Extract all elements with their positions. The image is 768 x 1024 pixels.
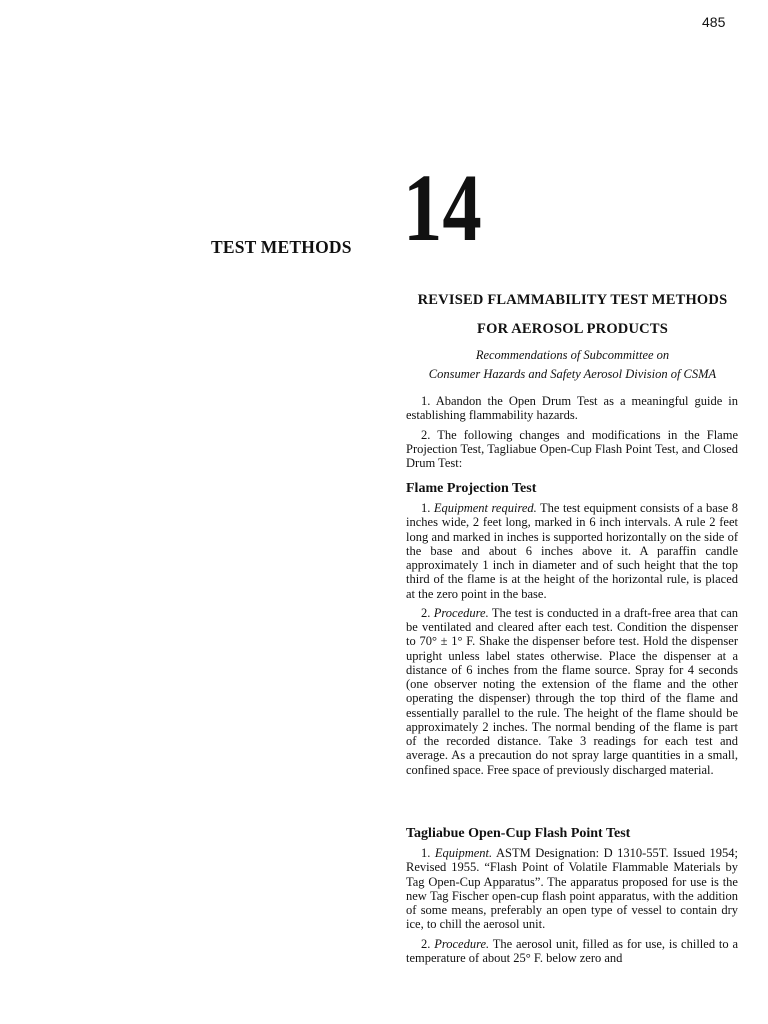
intro-paragraph-2: 2. The following changes and modifications in the Flame Projection Test, Tagliabue Open-Cup Flash Point Test, and Closed Drum Test: bbox=[406, 427, 738, 470]
intro-section bbox=[406, 394, 738, 475]
flame-procedure-paragraph bbox=[406, 606, 738, 777]
tag-equipment-paragraph bbox=[406, 846, 738, 932]
flame-procedure-lead: Procedure. bbox=[433, 605, 489, 620]
chapter-title: TEST METHODS bbox=[211, 237, 352, 257]
chapter-number: 14 bbox=[403, 154, 482, 261]
tag-procedure-number: 2. bbox=[421, 936, 435, 951]
article-subtitle-line-2: Consumer Hazards and Safety Aerosol Division of CSMA bbox=[428, 367, 717, 381]
flame-projection-heading: Flame Projection Test bbox=[406, 481, 537, 496]
flame-projection-section bbox=[406, 481, 738, 782]
article-title-line-2: FOR AEROSOL PRODUCTS bbox=[477, 321, 668, 337]
flame-equipment-lead: Equipment required. bbox=[433, 501, 537, 515]
tagliabue-heading: Tagliabue Open-Cup Flash Point Test bbox=[406, 826, 631, 841]
flame-procedure-number: 2. bbox=[421, 605, 434, 620]
flame-equipment-text: The test equipment consists of a base 8 inches wide, 2 feet long, marked in 6 inch intervals. A rule 2 feet long and marked in inches is supported horizontally on the side of the base and about 6 inches above it. A paraffin candle approximately 1 inch in diameter and of such height that the top third of the flame is at the height of the horizontal rule, is placed at the zero point in the base. bbox=[406, 501, 739, 601]
tag-equipment-lead: Equipment. bbox=[434, 846, 493, 860]
article-title-line-1: REVISED FLAMMABILITY TEST METHODS bbox=[417, 292, 728, 308]
tag-equipment-number: 1. bbox=[421, 846, 435, 860]
page-number: 485 bbox=[702, 14, 726, 30]
intro-paragraph-1: 1. Abandon the Open Drum Test as a meaningful guide in establishing flammability hazards. bbox=[406, 394, 738, 423]
flame-equipment-number: 1. bbox=[421, 501, 434, 515]
tag-procedure-lead: Procedure. bbox=[434, 936, 490, 951]
tag-procedure-text: The aerosol unit, filled as for use, is chilled to a temperature of about 25° F. below zero and bbox=[406, 936, 739, 965]
flame-procedure-text: The test is conducted in a draft-free area that can be ventilated and cleared after each test. Condition the dispenser to 70° ± 1° F. Shake the dispenser before test. Hold the dispenser upright unless label states otherwise. Place the dispenser at a distance of 6 inches from the flame source. Spray for 4 seconds (one observer noting the extension of the flame and the other operating the dispenser) through the top third of the flame and essentially parallel to the rule. The height of the flame should be approximately 2 inches. The normal bending of the flame is part of the recorded distance. Take 3 readings for each test and average. As a precaution do not spray large quantities in a small, confined space. Free space of previously discharged material. bbox=[406, 605, 739, 777]
flame-equipment-paragraph bbox=[406, 501, 738, 601]
article-subtitle-line-1: Recommendations of Subcommittee on bbox=[475, 348, 670, 362]
tagliabue-section bbox=[406, 826, 738, 970]
tag-equipment-text: ASTM Designation: D 1310-55T. Issued 1954; Revised 1955. “Flash Point of Volatile Flammable Materials by Tag Open-Cup Apparatus”. The apparatus proposed for use is the new Tag Fischer open-cup flash point apparatus, with the addition of some means, preferably an open type of vessel to contain dry ice, to chill the aerosol unit. bbox=[406, 846, 738, 932]
tag-procedure-paragraph bbox=[406, 937, 738, 966]
